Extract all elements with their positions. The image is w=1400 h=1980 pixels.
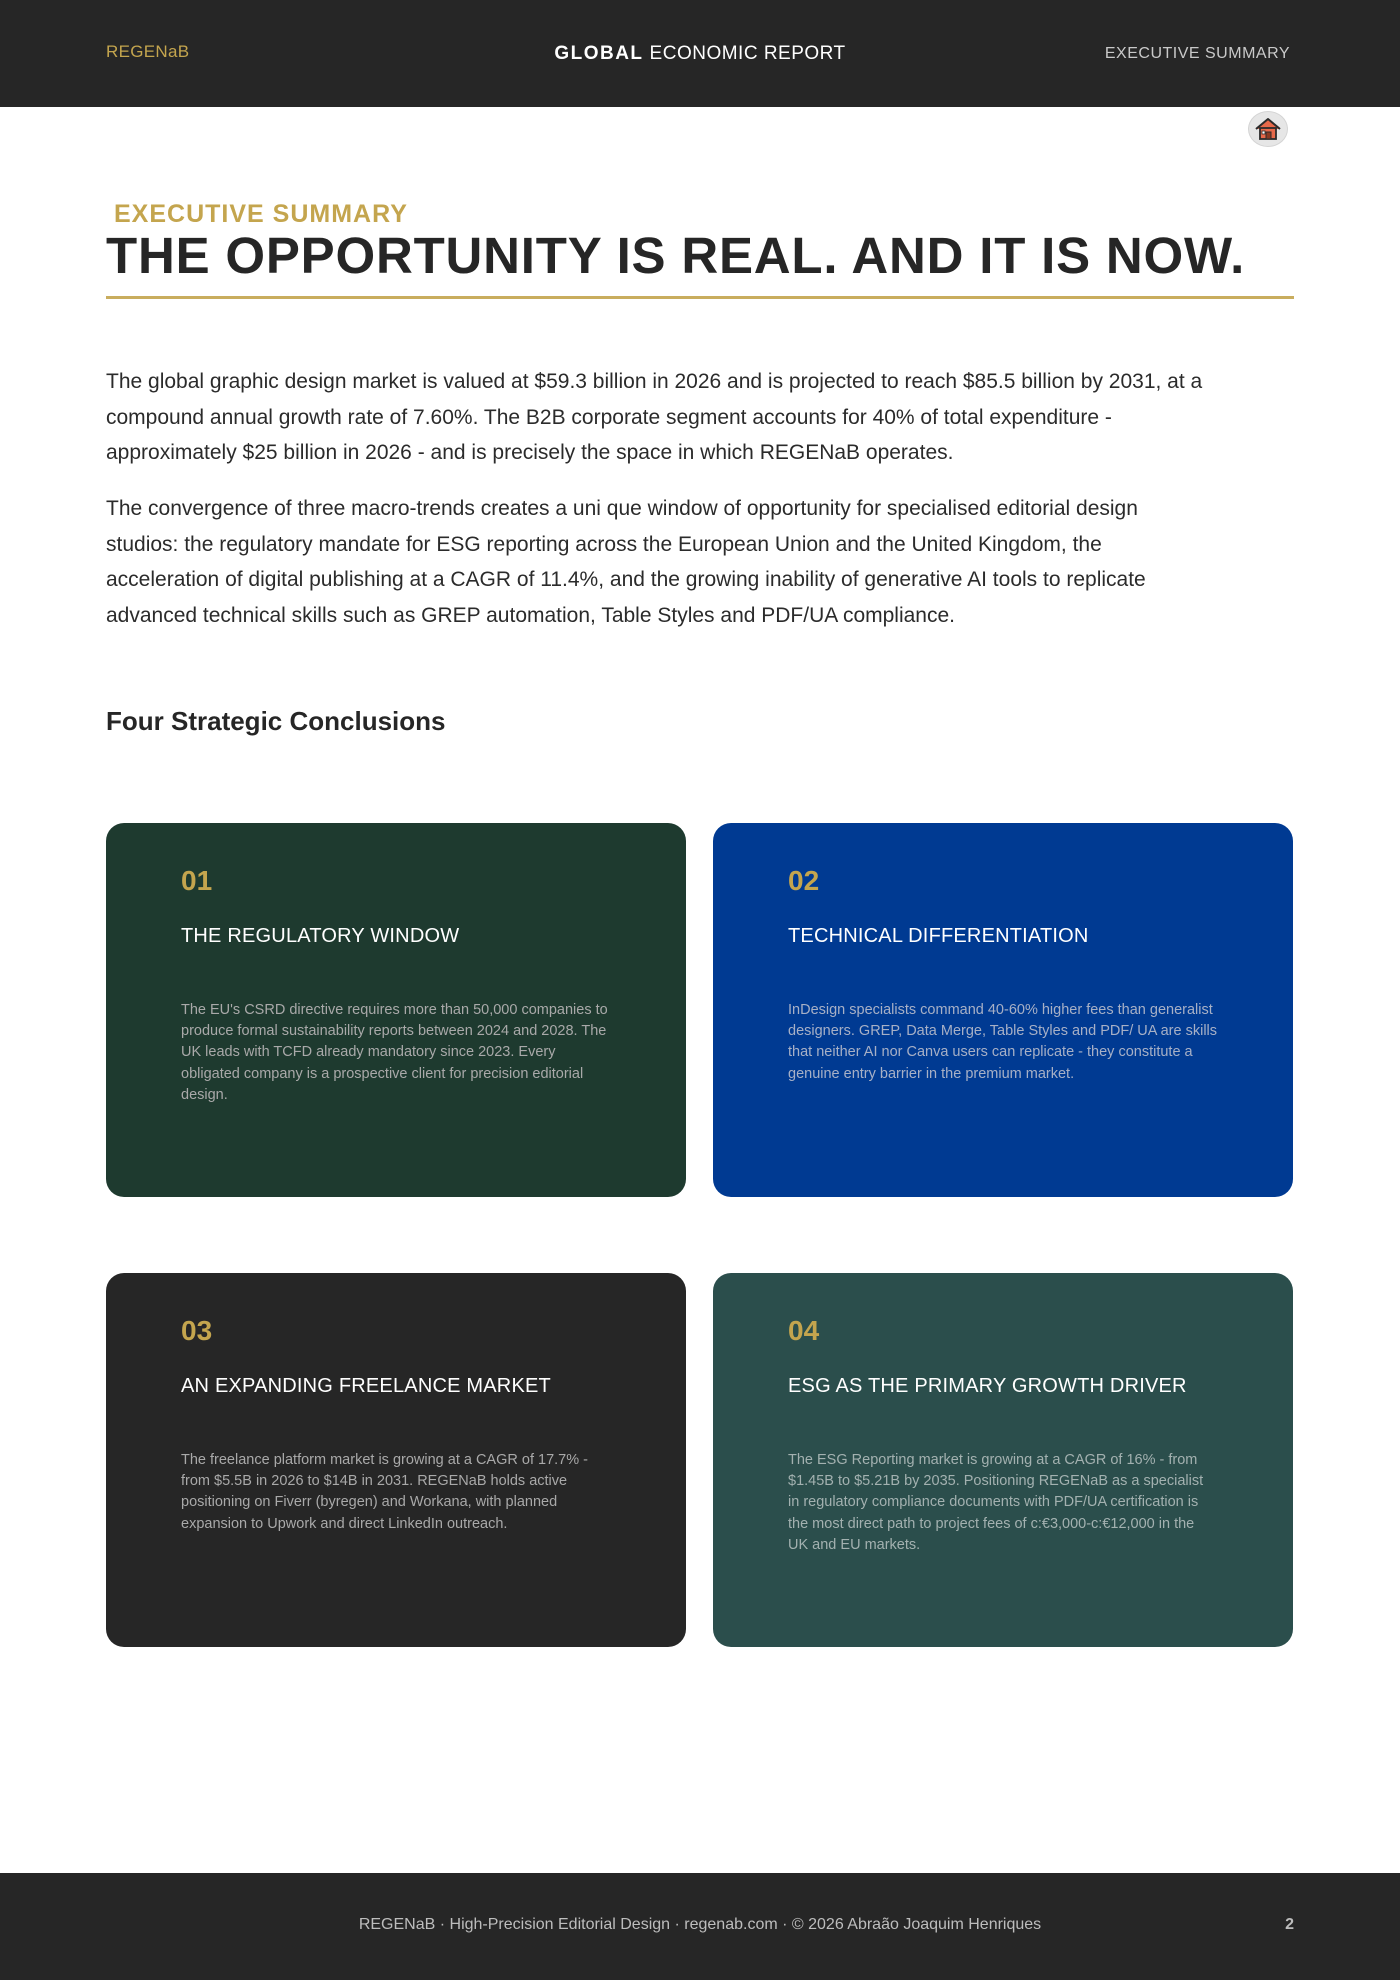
section-kicker: EXECUTIVE SUMMARY (114, 200, 408, 228)
card-number: 01 (181, 865, 213, 896)
conclusion-card-4 (713, 1273, 1293, 1647)
conclusion-card-3 (106, 1273, 686, 1647)
home-icon (1253, 115, 1283, 143)
headline-divider (106, 296, 1294, 299)
card-number: 04 (788, 1315, 820, 1346)
footer-credits: REGENaB · High-Precision Editorial Design · regenab.com · © 2026 Abraão Joaquim Henriques (358, 1916, 1042, 1933)
report-title-rest: ECONOMIC REPORT (649, 43, 846, 64)
card-body: The ESG Reporting market is growing at a CAGR of 16% - from $1.45B to $5.21B by 2035. Positioning REGENaB as a specialist in regulatory compliance documents with PDF/UA certification is the most direct path to project fees of c:€3,000-c:€12,000 in the UK and EU markets. (788, 1452, 1204, 1553)
conclusion-card-1 (106, 823, 686, 1197)
card-body: The EU's CSRD directive requires more than 50,000 companies to produce formal sustainability reports between 2024 and 2028. The UK leads with TCFD already mandatory since 2023. Every obligated company is a prospective client for precision editorial design. (181, 1002, 608, 1103)
card-body: The freelance platform market is growing at a CAGR of 17.7% - from $5.5B in 2026 to $14B in 2031. REGENaB holds active positioning on Fiverr (byregen) and Workana, with planned expansion to Upwork and direct LinkedIn outreach. (181, 1452, 588, 1532)
card-number: 03 (181, 1315, 213, 1346)
section-label: EXECUTIVE SUMMARY (1104, 45, 1290, 62)
card-body: InDesign specialists command 40-60% higher fees than generalist designers. GREP, Data Merge, Table Styles and PDF/ UA are skills that neither AI nor Canva users can replicate - they constitute a genuine entry barrier in the premium market. (788, 1002, 1218, 1082)
page-headline: THE OPPORTUNITY IS REAL. AND IT IS NOW. (106, 227, 1246, 284)
brand-name[interactable]: REGENaB (106, 42, 190, 61)
intro-paragraph-2: The convergence of three macro-trends creates a uni que window of opportunity for specialised editorial design studios: the regulatory mandate for ESG reporting across the European Union and the United Kingdom, the acceleration of digital publishing at a CAGR of 11.4%, and the growing inability of generative AI tools to replicate advanced technical skills such as GREP automation, Table Styles and PDF/UA compliance. (106, 497, 1146, 627)
card-title: AN EXPANDING FREELANCE MARKET (181, 1375, 551, 1397)
card-title: THE REGULATORY WINDOW (181, 925, 460, 947)
page-footer (0, 1873, 1400, 1980)
report-title-bold: GLOBAL (554, 43, 644, 64)
conclusions-heading: Four Strategic Conclusions (106, 706, 446, 736)
card-number: 02 (788, 865, 820, 896)
home-button[interactable] (1248, 111, 1288, 147)
card-title: TECHNICAL DIFFERENTIATION (788, 925, 1089, 947)
top-bar (0, 0, 1400, 107)
card-title: ESG AS THE PRIMARY GROWTH DRIVER (788, 1375, 1187, 1397)
conclusion-card-2 (713, 823, 1293, 1197)
page-number: 2 (1285, 1916, 1294, 1933)
intro-paragraph-1: The global graphic design market is valued at $59.3 billion in 2026 and is projected to reach $85.5 billion by 2031, at a compound annual growth rate of 7.60%. The B2B corporate segment accounts for 40% of total expenditure - approximately $25 billion in 2026 - and is precisely the space in which REGENaB operates. (106, 370, 1203, 464)
